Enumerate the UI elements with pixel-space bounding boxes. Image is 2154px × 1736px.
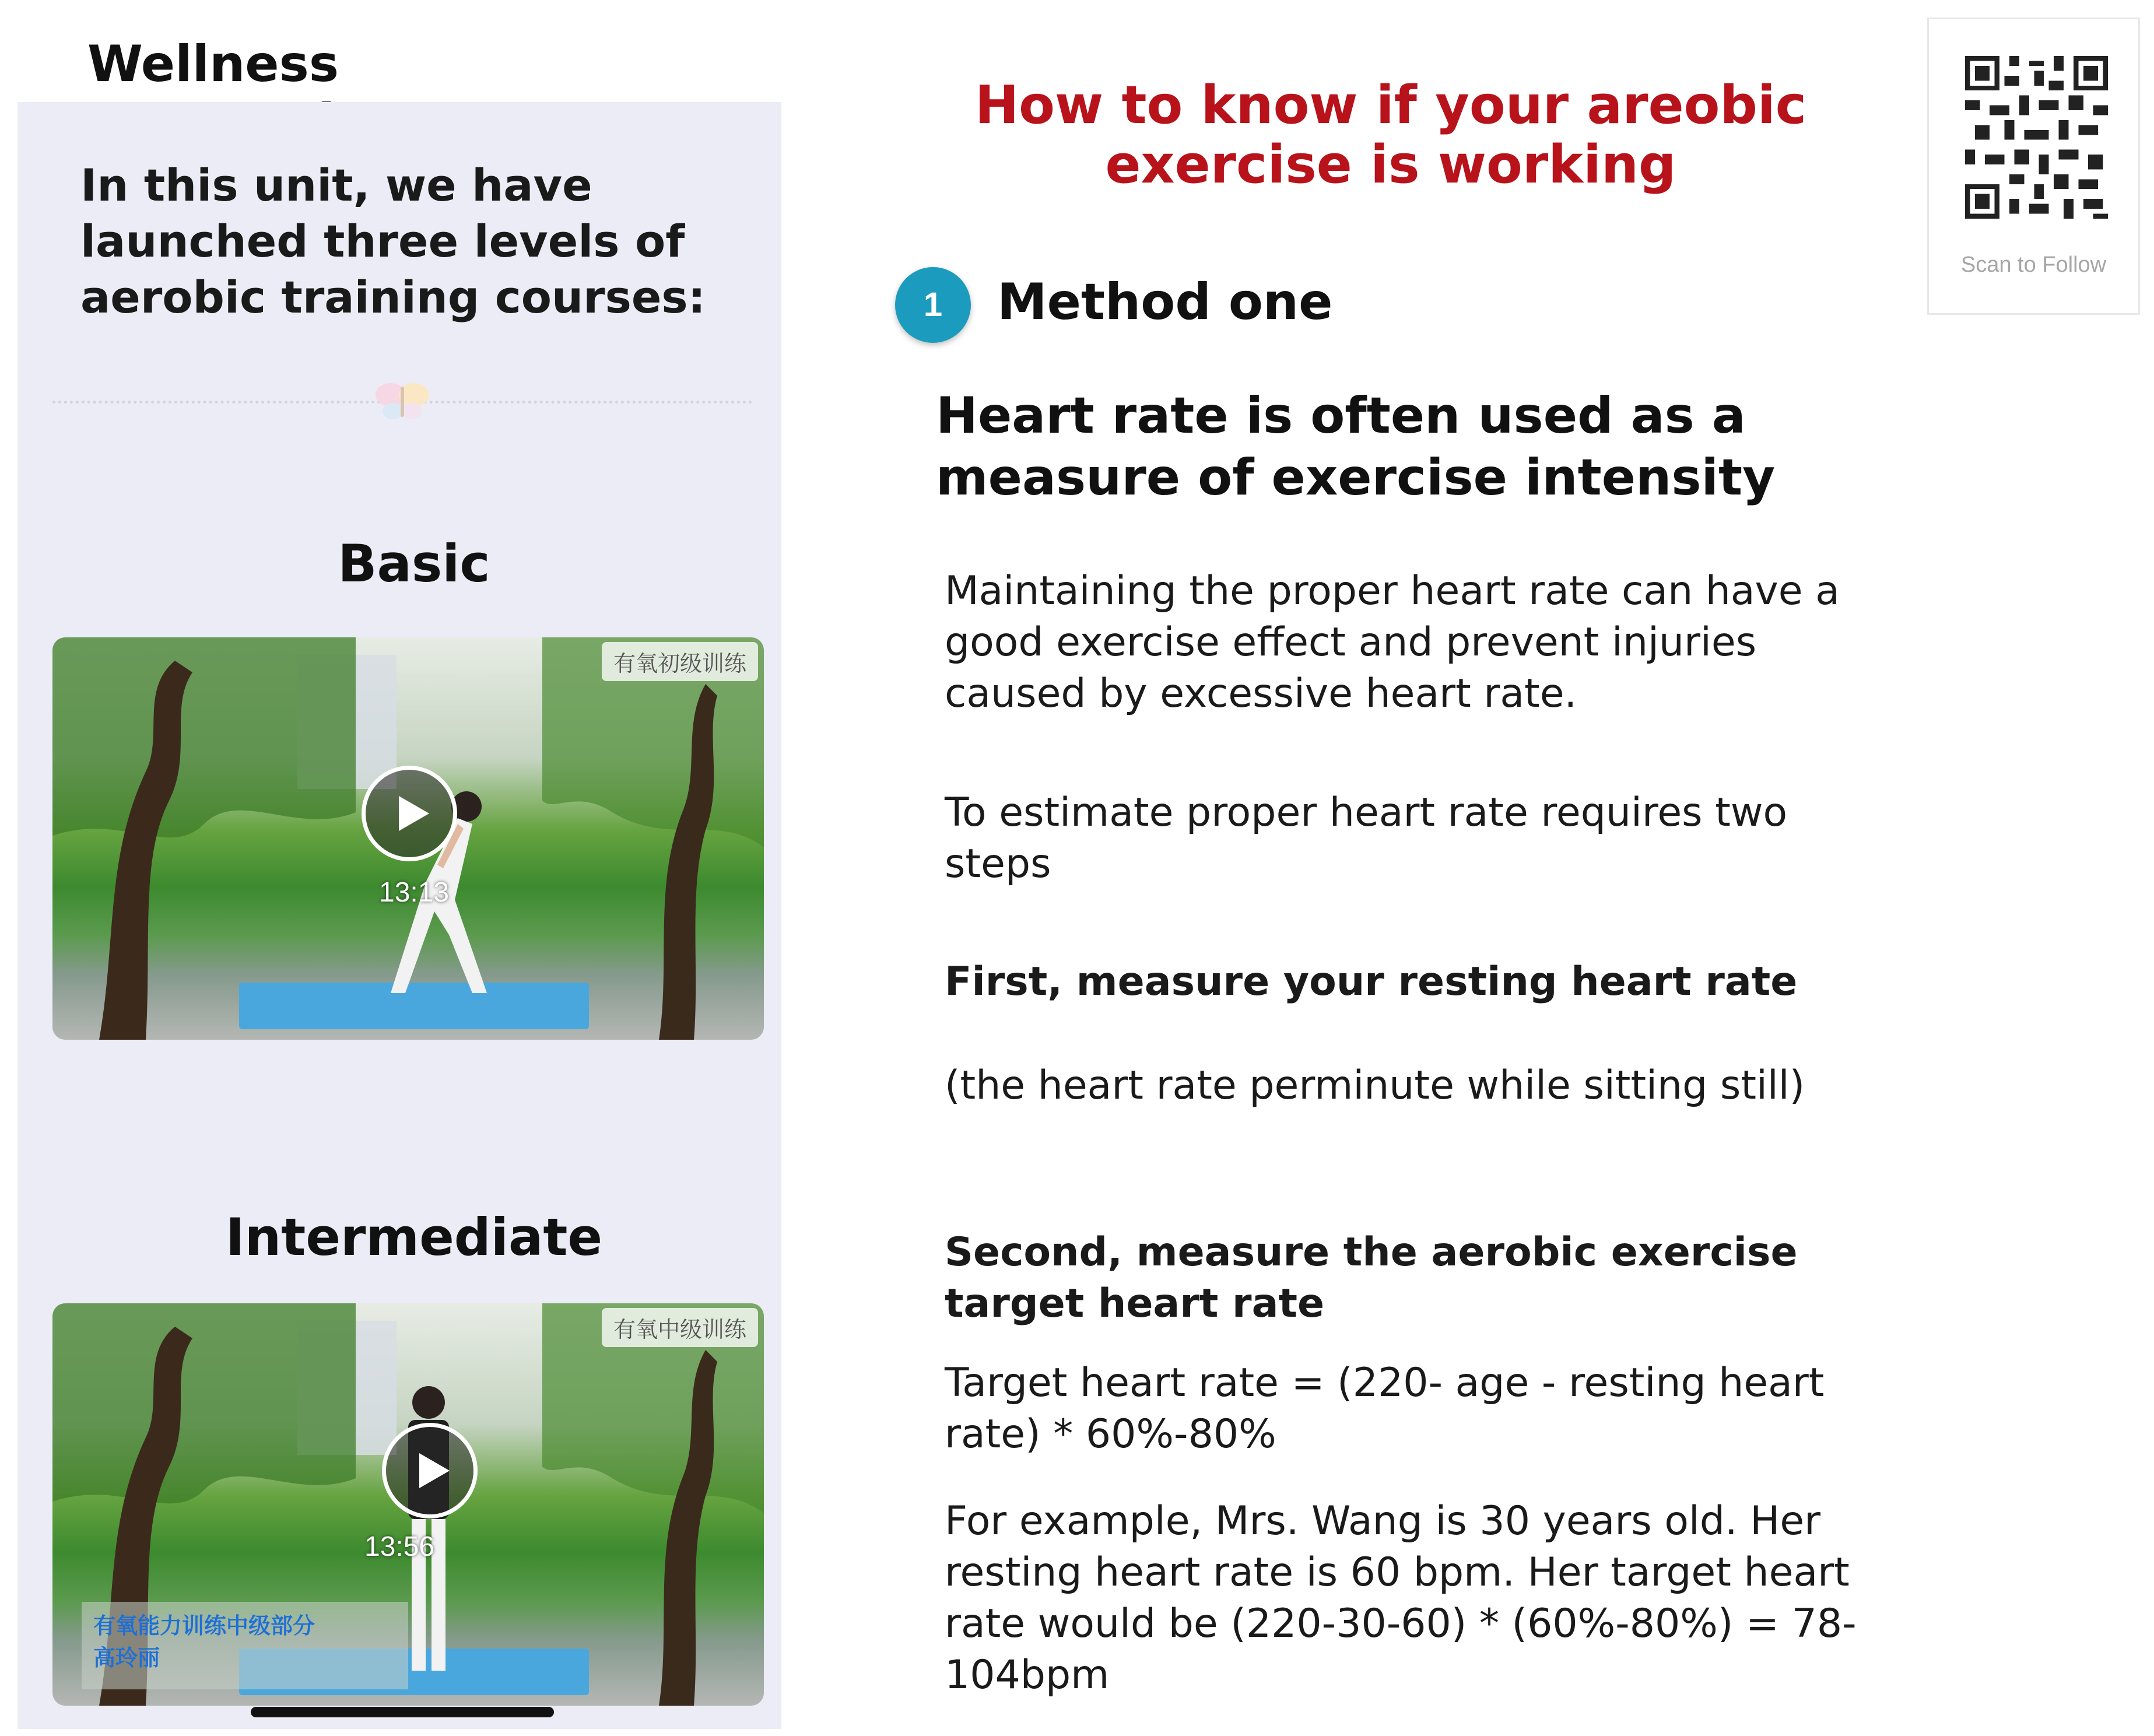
video-card-intermediate[interactable] (52, 1303, 764, 1706)
tree-illustration (52, 637, 356, 1040)
video-tag: 有氧中级训练 (602, 1308, 758, 1347)
butterfly-icon (373, 381, 431, 422)
paragraph: Maintaining the proper heart rate can have a good exercise effect and prevent injuries caused by excessive heart rate. (945, 568, 1840, 717)
tree-illustration (542, 637, 764, 1040)
play-button[interactable] (362, 766, 457, 861)
example-text: For example, Mrs. Wang is 30 years old. Her resting heart rate is 60 bpm. Her target heart rate would be (220-30-60) * (60%-80%) = 78-104bpm (945, 1498, 1857, 1698)
tree-illustration (542, 1303, 764, 1706)
paragraph: To estimate proper heart rate requires two steps (945, 790, 1788, 887)
section-subheading: Heart rate is often used as a measure of exercise intensity (936, 387, 1776, 507)
video-caption-line: 高玲丽 (93, 1646, 160, 1671)
method-label: Method one (997, 273, 1333, 331)
play-button[interactable] (382, 1423, 478, 1518)
video-caption (82, 1602, 408, 1689)
video-card-basic[interactable] (52, 637, 764, 1040)
level-heading-basic: Basic (338, 534, 490, 594)
qr-panel (1927, 17, 2140, 315)
home-indicator[interactable] (251, 1707, 554, 1717)
video-duration: 13:13 (379, 877, 450, 908)
level-heading-intermediate: Intermediate (225, 1207, 603, 1267)
video-duration: 13:56 (364, 1531, 435, 1562)
intro-text: In this unit, we have launched three levels of aerobic training courses: (80, 159, 706, 323)
qr-code-icon[interactable] (1965, 54, 2108, 220)
step-detail: (the heart rate perminute while sitting still) (945, 1062, 1805, 1109)
method-number-badge: 1 (895, 267, 971, 343)
formula-text: Target heart rate = (220- age - resting heart rate) * 60%-80% (945, 1360, 1825, 1457)
app-title: Wellness (87, 35, 339, 93)
step-title: First, measure your resting heart rate (945, 959, 1798, 1005)
article-title: How to know if your areobic exercise is working (974, 75, 1807, 195)
video-tag: 有氧初级训练 (602, 642, 758, 681)
step-title: Second, measure the aerobic exercise target heart rate (945, 1229, 1798, 1327)
qr-caption: Scan to Follow (1960, 252, 2107, 277)
video-caption-line: 有氧能力训练中级部分 (93, 1614, 315, 1639)
phone-screen (17, 102, 781, 1729)
